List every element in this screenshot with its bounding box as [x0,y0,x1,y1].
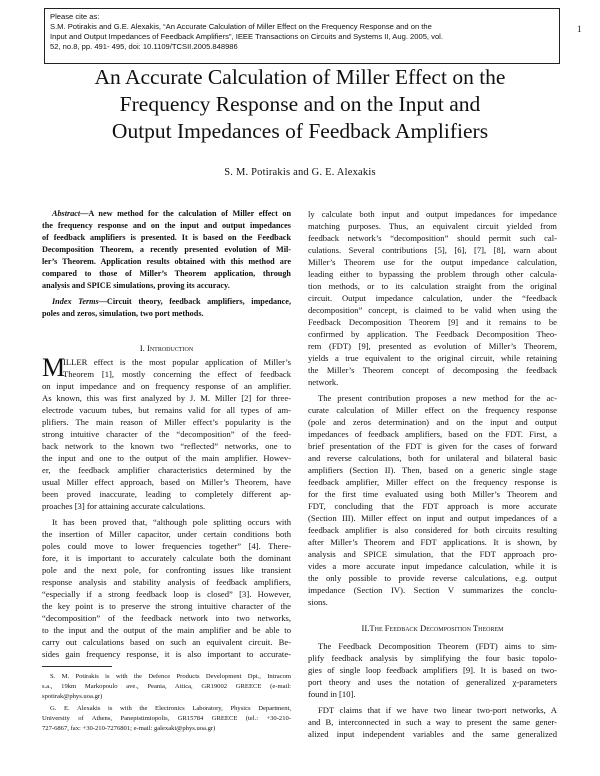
citation-line: Please cite as: [50,12,100,21]
body-line: (pole and zeros determination) and on the input and output [308,417,557,427]
body-line: strong intuitive character of the “decomposition” of the feed- [42,429,291,439]
body-line: circuit. Output impedance calculation, under the “feedback [308,293,557,303]
body-line: vides a more accurate input impedance calculation, while it is [308,561,557,571]
body-line: ILLER effect is the most popular application of Miller’s [63,357,291,367]
body-line: alized input independent variables and the same generalized [308,729,557,739]
body-line: curate calculation of Miller effect on the frequency response [308,405,557,415]
body-line: carry out calculations based on such an equivalent circuit. Be- [42,637,291,647]
footnote-line: s.a., 19km Markopoulo ave., Peania, Attica, GR19002 GREECE (e-mail: [42,683,291,690]
title-line: Output Impedances of Feedback Amplifiers [111,119,489,143]
index-terms-line: poles and zeros, simulation, two port methods. [42,309,204,318]
paper-title [40,64,560,145]
section-heading: II.The Feedback Decomposition Theorem [361,623,504,633]
body-line: The present contribution proposes a new method for the ac- [318,393,557,403]
body-line: impedances of feedback amplifiers, based on the FDT. First, a [308,429,557,439]
body-line: back network to the known two “reflected” networks, one to [42,441,291,451]
body-line: the input and one to the output of the main amplifier. Howev- [42,453,291,463]
body-line: (Section III). Miller effect on input and output impedances of a [308,513,557,523]
body-line: electrode vacuum tubes, but remains valid for all types of am- [42,405,291,415]
body-line: network. [308,377,339,387]
abstract-line: Abstract—A new method for the calculation of Miller effect on [52,209,291,218]
title-line: Frequency Response and on the Input and [119,92,481,116]
citation-line: 52, no.8, pp. 491- 495, doi: 10.1109/TCSII.2005.848986 [50,42,238,51]
body-line: sides gain frequency response, it is also important to accurate- [42,649,291,659]
body-line: the insertion of Miller capacitor, under certain conditions both [42,529,291,539]
body-line: port theory and uses the notation of generalized χ-parameters [308,677,557,687]
abstract-line: the frequency response and on the input and output impedances [42,221,291,230]
abstract-line: ler’s Theorem. Application results obtained with this method are [42,257,291,266]
index-terms-label: Index Terms [52,297,99,306]
body-line: pole and the next pole, for confronting issues like transient [42,565,291,575]
page-number: 1 [577,24,582,34]
body-line: brief presentation of the FDT is given for the cases of forward [308,441,557,451]
body-line: poles could move to lower frequencies together” [4]. There- [42,541,291,551]
abstract-label: Abstract [52,209,81,218]
abstract-line: analysis and SPICE simulations, proving its accuracy. [42,281,230,290]
body-line: found in [10]. [308,689,356,699]
index-terms-line: Index Terms—Circuit theory, feedback amplifiers, impedance, [52,297,291,306]
body-line: plifiers. The main reason of Miller effect’s popularity is the [42,417,291,427]
body-line: FDT, concluding that the FDT approach is more accurate [308,501,557,511]
body-line: amplifiers (Section II). Then, based on a generic single stage [308,465,557,475]
body-line: feedback network’s “decomposition” should permit such cal- [308,233,557,243]
body-line: for the first time evaluated using both Miller’s Theorem and [308,489,557,499]
abstract-line: Decomposition Theorem, a recently presented evolution of Mil- [42,245,291,254]
body-line: and B, interconnected in such a way to present the same gener- [308,717,557,727]
body-line: on input impedance and on frequency response of an amplifier. [42,381,291,391]
body-line: usual Miller effect approach, based on Miller’s Theorem, have [42,477,291,487]
body-line: leading either to bypassing the problem through other calcula- [308,269,557,279]
body-line: FDT claims that if we have two linear two-port networks, A [318,705,557,715]
body-line: sions. [308,597,328,607]
body-line: Miller’s Theorem use for the output impedance calculation, [308,257,557,267]
footnote-line: G. E. Alexakis is with the Electronics Laboratory, Physics Department, [50,705,291,712]
abstract-line: of feedback amplifiers is presented. It is based on the Feedback [42,233,291,242]
body-line: yields a true equivalent to the original circuit, while retaining [308,353,557,363]
body-line: response analysis and stability analysis of feedback amplifiers, [42,577,291,587]
footnote-line: 727-6867, fax: +30-210-7276801; e-mail: galexaki@phys.uoa.gr) [42,725,216,732]
body-line: impedance (Section IV). Section V summarizes the conclu- [308,585,557,595]
body-line: er, the feedback amplifier characteristics determined by the [42,465,291,475]
footnote-line: University of Athens, Panepistimiopolis, GR15784 GREECE (tel.: +30-210- [42,715,291,722]
body-line: decomposition” concept, is claimed to be valid when using the [308,305,557,315]
body-line: The Feedback Decomposition Theorem (FDT) aims to sim- [318,641,557,651]
body-line: confirmed by application. The Feedback Decomposition Theo- [308,329,557,339]
body-line: analysis and SPICE simulation, that the FDT approach pro- [308,549,557,559]
body-line: “especially if a strong feedback loop is closed” [3]. However, [42,589,291,599]
section-heading: I. Introduction [139,343,194,353]
abstract-line: compared to those of Miller’s Theorem application, through [42,269,291,278]
body-line: the key point is to preserve the strong intuitive character of the [42,601,291,611]
body-line: the Miller’s Theorem concept of decomposing the feedback [308,365,557,375]
body-line: Feedback Decomposition Theorem [9] and it remains to be [308,317,557,327]
authors: S. M. Potirakis and G. E. Alexakis [224,167,376,178]
body-line: proaches [3] for attaining accurate calculations. [42,501,206,511]
citation-box [44,8,560,64]
body-line: feedback amplifier, Miller effect on the frequency response is [308,477,557,487]
body-line: feedback amplifier is also considered for both circuits resulting [308,525,557,535]
citation-line: S.M. Potirakis and G.E. Alexakis, “An Accurate Calculation of Miller Effect on the Frequency Response and on the [50,22,432,31]
footnote-line: S. M. Potirakis is with the Defence Products Development Dpt., Intracom [50,673,291,680]
body-line: after Miller’s Theorem and FDT applications. It is shown, by [308,537,557,547]
body-line: As known, this was first analyzed by J. M. Miller [2] for three- [42,393,291,403]
body-line: ly calculate both input and output impedances for impedance [308,209,557,219]
body-line: gies of single loop feedback amplifiers [9]. It is based on two- [308,665,557,675]
footnote-line: spotirak@phys.uoa.gr) [42,693,103,700]
body-line: to the input and the output of the main amplifier and be able to [42,625,291,635]
body-line: culations. Several contributions [5], [6], [7], [8], warn about [308,245,557,255]
body-line: been proved inaccurate, leading to completely different ap- [42,489,291,499]
body-line: Theorem [1], mostly concerning the effect of feedback [63,369,291,379]
citation-line: Input and Output Impedances of Feedback Amplifiers”, IEEE Transactions on Circuits and Systems II, Aug. 2005, vol. [50,32,443,41]
body-line: fore, it is important to accurately calculate both the dominant [42,553,291,563]
title-line: An Accurate Calculation of Miller Effect on the [94,65,506,89]
body-line: the only possible to provide reverse calculations, e.g. output [308,573,557,583]
body-line: tion methods, or to its calculation straight from the original [308,281,557,291]
body-line: matching purposes. Thus, an equivalent circuit yielded from [308,221,557,231]
body-line: rem (FDT) [9], presented as evolution of Miller’s Theorem, [308,341,557,351]
body-line: and reverse calculations, both for unilateral and bilateral basic [308,453,557,463]
footnote-rule [42,666,112,667]
body-line: It has been proved that, “although pole splitting occurs with [52,517,291,527]
body-line: “decomposition” of the feedback network into two networks, [42,613,291,623]
dropcap: M [42,353,66,382]
body-line: plify feedback analysis by simplifying the four basic topolo- [308,653,557,663]
